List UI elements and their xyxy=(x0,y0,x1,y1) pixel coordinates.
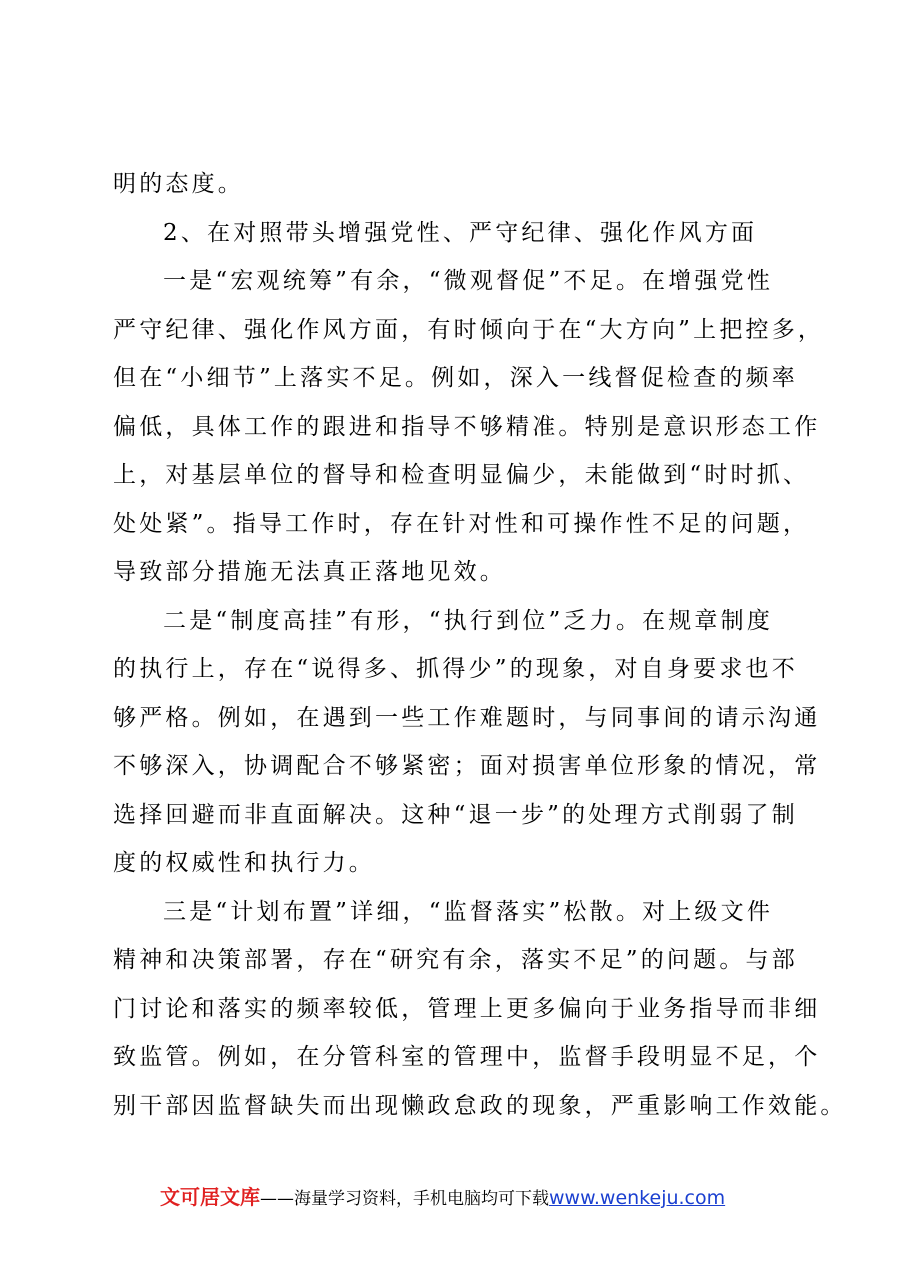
paragraph-line: 三是“计划布置”详细，“监督落实”松散。对上级文件 xyxy=(163,898,774,925)
paragraph-line: 度的权威性和执行力。 xyxy=(113,850,375,876)
footer-brand: 文可居文库 xyxy=(160,1185,260,1209)
paragraph-line: 但在“小细节”上落实不足。例如，深入一线督促检查的频率 xyxy=(113,365,798,391)
paragraph-line: 明的态度。 xyxy=(113,171,244,197)
paragraph-line: 一是“宏观统筹”有余，“微观督促”不足。在增强党性 xyxy=(163,268,774,294)
paragraph-line: 严守纪律、强化作风方面，有时倾向于在“大方向”上把控多， xyxy=(113,316,825,343)
paragraph-line: 选择回避而非直面解决。这种“退一步”的处理方式削弱了制 xyxy=(113,801,798,828)
document-body xyxy=(113,160,847,1130)
paragraph-line: 门讨论和落实的频率较低，管理上更多偏向于业务指导而非细 xyxy=(113,995,821,1022)
paragraph-line: 二是“制度高挂”有形，“执行到位”乏力。在规章制度 xyxy=(163,607,774,634)
footer-description: ——海量学习资料，手机电脑均可下载 xyxy=(260,1189,549,1209)
paragraph-line: 上，对基层单位的督导和检查明显偏少，未能做到“时时抓、 xyxy=(113,462,810,488)
paragraph-line: 精神和决策部署，存在“研究有余，落实不足”的问题。与部 xyxy=(113,947,798,973)
footer-website-link[interactable]: www.wenkeju.com xyxy=(549,1187,726,1209)
paragraph-line: 的执行上，存在“说得多、抓得少”的现象，对自身要求也不 xyxy=(113,656,798,682)
paragraph-line: 别干部因监督缺失而出现懒政怠政的现象，严重影响工作效能。 xyxy=(113,1092,847,1119)
paragraph-line: 处处紧”。指导工作时，存在针对性和可操作性不足的问题， xyxy=(113,510,810,537)
paragraph-line: 偏低，具体工作的跟进和指导不够精准。特别是意识形态工作 xyxy=(113,413,821,440)
section-heading: 2、在对照带头增强党性、严守纪律、强化作风方面 xyxy=(163,219,758,246)
footer-banner xyxy=(160,1181,725,1213)
paragraph-line: 够严格。例如，在遇到一些工作难题时，与同事间的请示沟通 xyxy=(113,704,821,731)
paragraph-line: 致监管。例如，在分管科室的管理中，监督手段明显不足，个 xyxy=(113,1044,821,1070)
paragraph-line: 导致部分措施无法真正落地见效。 xyxy=(113,559,506,585)
paragraph-line: 不够深入，协调配合不够紧密；面对损害单位形象的情况，常 xyxy=(113,753,821,779)
